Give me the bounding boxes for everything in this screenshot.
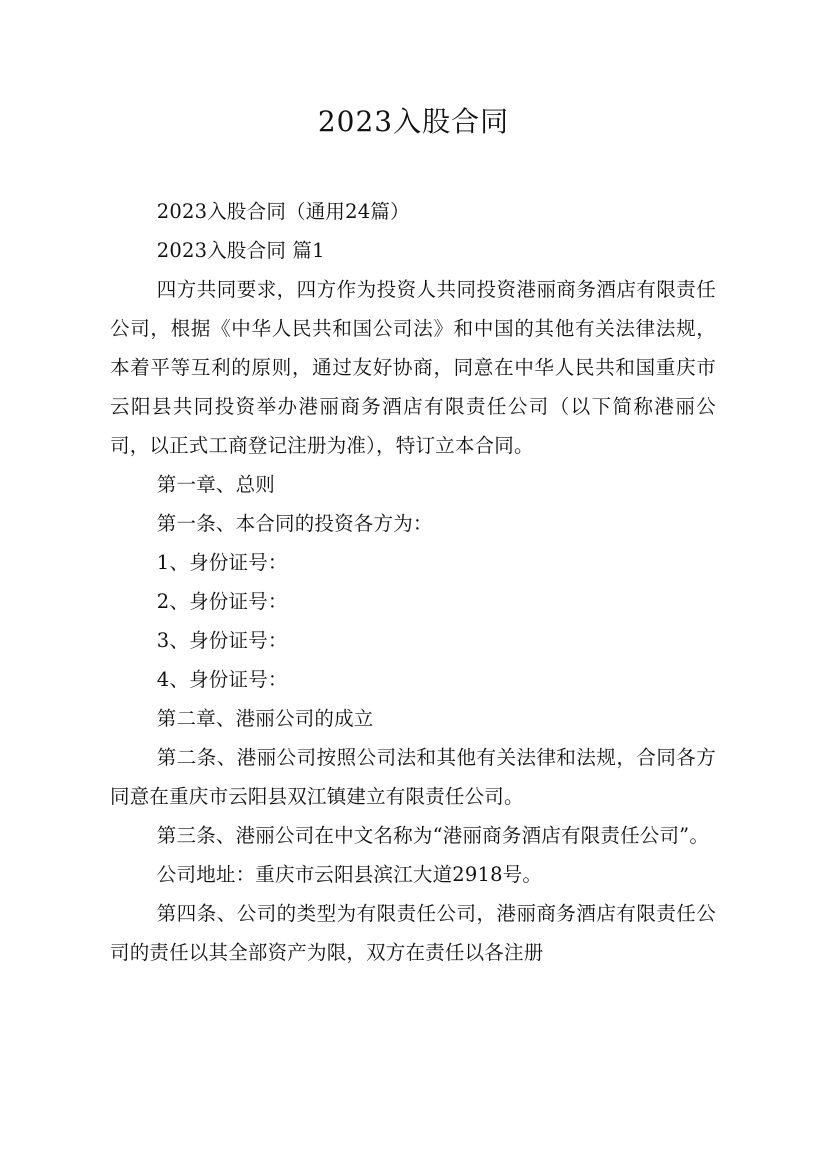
paragraph-subtitle: 2023入股合同（通用24篇） xyxy=(156,200,410,223)
paragraph-investor-2: 2、身份证号： xyxy=(156,590,288,613)
document-title: 2023入股合同 xyxy=(317,105,510,138)
paragraph-preamble: 四方共同要求，四方作为投资人共同投资港丽商务酒店有限责任公司，根据《中华人民共和国公司法》和中国的其他有关法律法规，本着平等互利的原则，通过友好协商，同意在中华人民共和国重庆市云阳县共同投资举办港丽商务酒店有限责任公司（以下简称港丽公司，以正式工商登记注册为准），特订立本合同。 xyxy=(110,278,716,457)
document-body xyxy=(110,192,716,972)
paragraph-company-address: 公司地址：重庆市云阳县滨江大道2918号。 xyxy=(156,863,543,886)
paragraph-section-heading: 2023入股合同 篇1 xyxy=(156,239,325,262)
paragraph-investor-1: 1、身份证号： xyxy=(156,551,288,574)
paragraph-chapter-2-heading: 第二章、港丽公司的成立 xyxy=(156,707,374,730)
paragraph-investor-4: 4、身份证号： xyxy=(156,668,288,691)
paragraph-chapter-1-heading: 第一章、总则 xyxy=(156,473,275,496)
paragraph-article-3: 第三条、港丽公司在中文名称为“港丽商务酒店有限责任公司”。 xyxy=(156,824,710,847)
paragraph-investor-3: 3、身份证号： xyxy=(156,629,288,652)
paragraph-article-4: 第四条、公司的类型为有限责任公司，港丽商务酒店有限责任公司的责任以其全部资产为限，双方在责任以各注册 xyxy=(110,902,716,964)
paragraph-article-2: 第二条、港丽公司按照公司法和其他有关法律和法规，合同各方同意在重庆市云阳县双江镇建立有限责任公司。 xyxy=(110,746,716,808)
paragraph-article-1: 第一条、本合同的投资各方为： xyxy=(156,512,433,535)
